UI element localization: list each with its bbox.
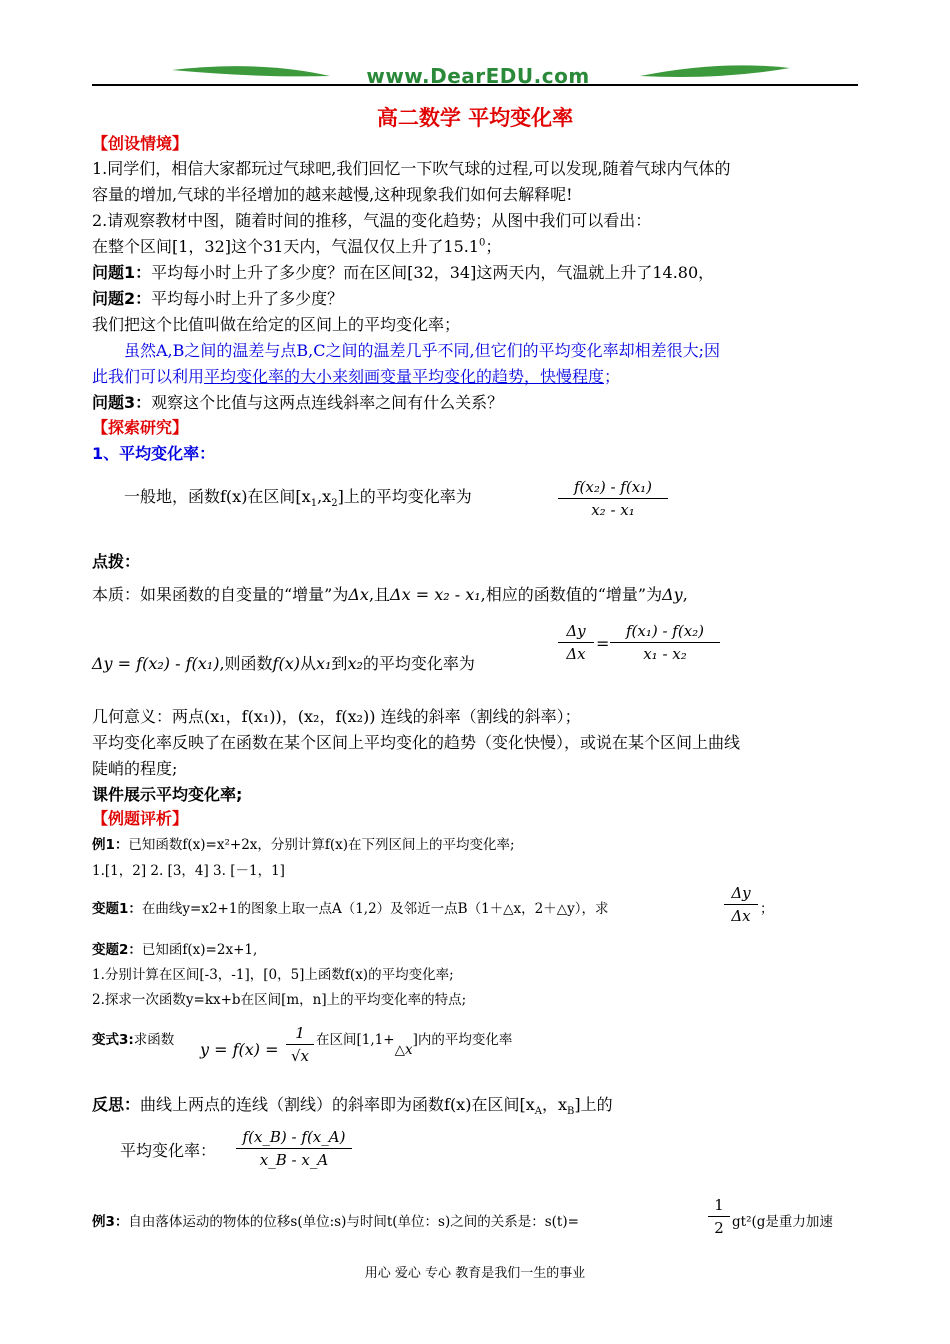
intro-paragraph-1a: 1.同学们，相信大家都玩过气球吧,我们回忆一下吹气球的过程,可以发现,随着气球内气体的 [92,159,731,178]
page-title: 高二数学 平均变化率 [376,106,574,130]
question-1: 问题1：平均每小时上升了多少度？而在区间[32，34]这两天内，气温就上升了14.80， [92,263,715,282]
fraction-dy-dx: Δy Δx [558,622,594,663]
fraction-variant-3: 1 √x [286,1024,314,1065]
reflection-line-b: 陡峭的程度; [92,759,178,778]
example-1: 例1：已知函数f(x)=x²+2x，分别计算f(x)在下列区间上的平均变化率; [92,837,515,853]
variant-2-item-2: 2.探求一次函数y=kx+b在区间[m，n]上的平均变化率的特点; [92,992,467,1008]
example-3-end: gt²(g是重力加速 [732,1214,833,1230]
geometric-meaning: 几何意义：两点(x₁，f(x₁))，(x₂，f(x₂)) 连线的斜率（割线的斜率）； [92,707,581,726]
delta-y-line: Δy = f(x₂) - f(x₁),则函数f(x)从x₁到x₂的平均变化率为 [92,654,475,673]
question-3: 问题3：观察这个比值与这两点连线斜率之间有什么关系？ [92,393,504,412]
courseware-note: 课件展示平均变化率; [92,785,243,804]
intro-paragraph-3: 在整个区间[1，32]这个31天内，气温仅仅上升了15.1$^0$； [92,237,502,256]
page-footer: 用心 爱心 专心 教育是我们一生的事业 [364,1266,586,1281]
variant-3-equation: y = f(x) = [200,1040,279,1059]
blue-paragraph-1: 虽然A,B之间的温差与点B,C之间的温差几乎不同,但它们的平均变化率却相差很大;因 [124,341,720,360]
example-1-intervals: 1.[1，2] 2. [3，4] 3. [－1，1] [92,863,285,879]
variant-3-interval: 在区间[1,1+△x]内的平均变化率 [316,1032,513,1058]
subheading-average-rate: 1、平均变化率： [92,444,216,463]
fraction-variant-1: Δy Δx [724,884,758,925]
fraction-reflection: f(x_B) - f(x_A) x_B - x_A [236,1128,352,1169]
definition-text: 一般地，函数f(x)在区间$[x_1,x_2]$上的平均变化率为 [124,487,472,510]
reflection-line-a: 平均变化率反映了在函数在某个区间上平均变化的趋势（变化快慢），或说在某个区间上曲线 [92,733,741,752]
section-heading-scenario: 【创设情境】 [92,134,189,153]
fraction-rate-alt: f(x₁) - f(x₂) x₁ - x₂ [610,622,720,663]
variant-3-label: 变式3:求函数 [92,1032,175,1048]
fraction-one-half: 1 2 [708,1196,730,1237]
question-2: 问题2：平均每小时上升了多少度？ [92,289,344,308]
variant-1: 变题1：在曲线y=x2+1的图象上取一点A（1,2）及邻近一点B（1＋△x，2＋△y），求 [92,901,609,917]
example-3: 例3：自由落体运动的物体的位移s(单位:s)与时间t(单位：s)之间的关系是：s(t)= [92,1214,579,1230]
fraction-average-rate: f(x₂) - f(x₁) x₂ - x₁ [558,478,668,519]
intro-paragraph-4: 我们把这个比值叫做在给定的区间上的平均变化率； [92,315,461,334]
variant-1-end: ； [760,901,774,917]
section-heading-explore: 【探索研究】 [92,418,189,437]
blue-paragraph-2: 此我们可以利用平均变化率的大小来刻画变量平均变化的趋势，快慢程度； [92,367,621,386]
variant-2-item-1: 1.分别计算在区间[-3，-1]，[0，5]上函数f(x)的平均变化率; [92,967,454,983]
hint-label: 点拨： [92,552,141,571]
variant-2: 变题2：已知函f(x)=2x+1, [92,942,258,958]
header-rule [92,84,858,86]
reflection-statement: 反思：曲线上两点的连线（割线）的斜率即为函数f(x)在区间[$x_A$，$x_B$]上的 [92,1095,613,1118]
intro-paragraph-1b: 容量的增加,气球的半径增加的越来越慢,这种现象我们如何去解释呢! [92,185,573,204]
intro-paragraph-2: 2.请观察教材中图，随着时间的推移，气温的变化趋势；从图中我们可以看出： [92,211,652,230]
equals-sign: = [596,634,610,653]
section-heading-examples: 【例题评析】 [92,809,189,828]
reflection-rate-label: 平均变化率： [120,1141,217,1160]
essence-line: 本质：如果函数的自变量的“增量”为Δx,且Δx = x₂ - x₁,相应的函数值的“增量”为Δy, [92,585,688,604]
logo-text: www.DearEDU.com [366,64,590,88]
